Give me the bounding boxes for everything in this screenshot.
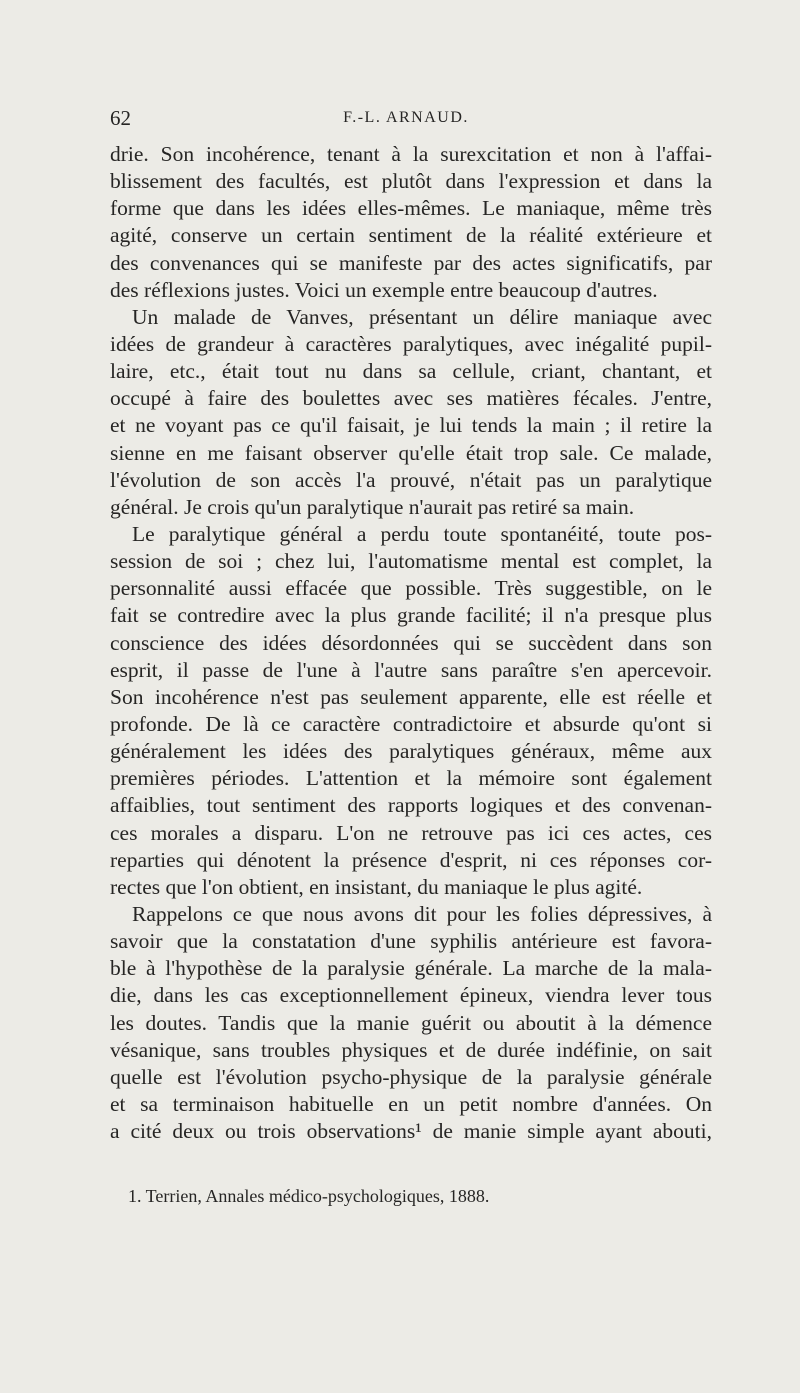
text-line: les doutes. Tandis que la manie guérit ou aboutit à la démence: [110, 1010, 712, 1035]
text-line: et sa terminaison habituelle en un petit nombre d'années. On: [110, 1091, 712, 1116]
text-line: occupé à faire des boulettes avec ses matières fécales. J'entre,: [110, 386, 712, 411]
text-line: sienne en me faisant observer qu'elle était trop sale. Ce malade,: [110, 440, 712, 465]
text-line: quelle est l'évolution psycho-physique de la paralysie générale: [110, 1064, 712, 1089]
text-line: généralement les idées des paralytiques généraux, même aux: [110, 739, 712, 764]
text-line: agité, conserve un certain sentiment de la réalité extérieure et: [110, 223, 712, 248]
text-line: session de soi ; chez lui, l'automatisme mental est complet, la: [110, 549, 712, 574]
text-line: Le paralytique général a perdu toute spontanéité, toute pos-: [132, 521, 712, 546]
text-line: rectes que l'on obtient, en insistant, du maniaque le plus agité.: [110, 874, 643, 899]
text-line: et ne voyant pas ce qu'il faisait, je lui tends la main ; il retire la: [110, 413, 712, 438]
text-line: affaiblies, tout sentiment des rapports logiques et des convenan-: [110, 793, 712, 818]
text-line: Rappelons ce que nous avons dit pour les folies dépressives, à: [132, 901, 712, 926]
text-line: laire, etc., était tout nu dans sa cellule, criant, chantant, et: [110, 359, 712, 384]
text-line: forme que dans les idées elles-mêmes. Le maniaque, même très: [110, 196, 712, 221]
text-line: esprit, il passe de l'une à l'autre sans paraître s'en apercevoir.: [110, 657, 712, 682]
text-line: ces morales a disparu. L'on ne retrouve pas ici ces actes, ces: [110, 820, 712, 845]
text-line: a cité deux ou trois observations¹ de manie simple ayant abouti,: [110, 1119, 712, 1144]
text-line: fait se contredire avec la plus grande facilité; il n'a presque plus: [110, 603, 712, 628]
text-line: vésanique, sans troubles physiques et de durée indéfinie, on sait: [110, 1037, 712, 1062]
page-number: 62: [110, 106, 131, 130]
text-line: idées de grandeur à caractères paralytiques, avec inégalité pupil-: [110, 331, 712, 356]
text-line: die, dans les cas exceptionnellement épineux, viendra lever tous: [110, 983, 712, 1008]
footnote: 1. Terrien, Annales médico-psychologiques, 1888.: [128, 1186, 490, 1206]
running-title: F.-L. ARNAUD.: [343, 109, 469, 126]
text-line: des réflexions justes. Voici un exemple entre beaucoup d'autres.: [110, 277, 658, 302]
text-line: premières périodes. L'attention et la mémoire sont également: [110, 766, 712, 791]
text-line: l'évolution de son accès l'a prouvé, n'était pas un paralytique: [110, 467, 712, 492]
text-line: blissement des facultés, est plutôt dans l'expression et dans la: [110, 169, 712, 194]
text-line: profonde. De là ce caractère contradictoire et absurde qu'ont si: [110, 711, 712, 736]
text-line: personnalité aussi effacée que possible. Très suggestible, on le: [110, 576, 712, 601]
text-line: conscience des idées désordonnées qui se succèdent dans son: [110, 630, 712, 655]
text-line: drie. Son incohérence, tenant à la surexcitation et non à l'affai-: [110, 142, 712, 166]
text-line: savoir que la constatation d'une syphilis antérieure est favora-: [110, 929, 712, 954]
text-line: Son incohérence n'est pas seulement apparente, elle est réelle et: [110, 684, 712, 709]
page-header: [110, 106, 712, 136]
text-line: reparties qui dénotent la présence d'esprit, ni ces réponses cor-: [110, 847, 712, 872]
text-line: Un malade de Vanves, présentant un délire maniaque avec: [132, 304, 712, 329]
text-line: ble à l'hypothèse de la paralysie générale. La marche de la mala-: [110, 956, 712, 981]
text-line: général. Je crois qu'un paralytique n'aurait pas retiré sa main.: [110, 494, 635, 519]
body-text: [110, 141, 712, 1145]
text-line: des convenances qui se manifeste par des actes significatifs, par: [110, 250, 712, 275]
